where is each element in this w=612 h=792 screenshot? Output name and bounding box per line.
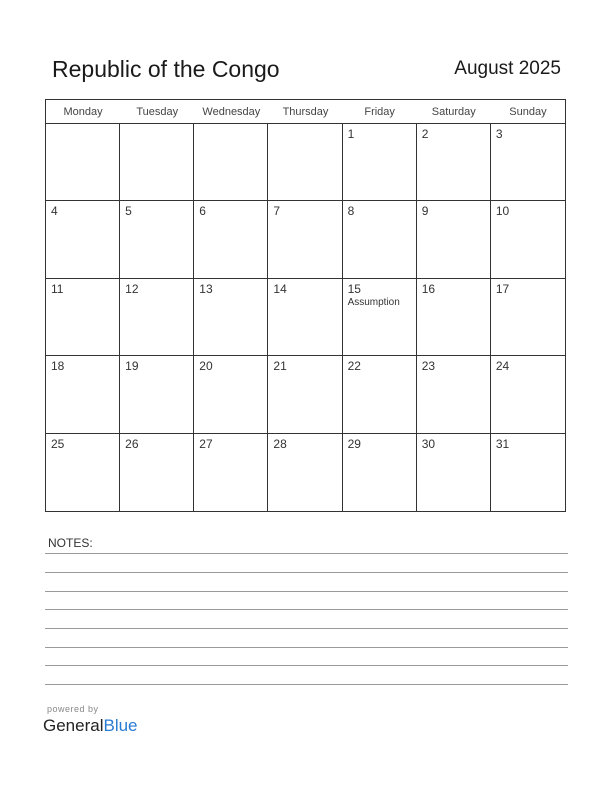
day-number: 24 — [495, 359, 510, 374]
day-number: 21 — [273, 359, 287, 374]
day-cell[interactable] — [268, 434, 342, 511]
day-cell[interactable] — [194, 201, 268, 278]
day-cell[interactable] — [46, 124, 120, 201]
day-number: 10 — [495, 204, 510, 219]
weekday-header: Sunday — [491, 100, 565, 124]
notes-line — [45, 609, 568, 610]
day-cell[interactable] — [46, 434, 120, 511]
day-cell[interactable] — [417, 434, 491, 511]
day-cell[interactable] — [417, 124, 491, 201]
day-number: 31 — [495, 436, 510, 451]
day-cell[interactable] — [194, 279, 268, 356]
day-number: 12 — [125, 281, 139, 296]
day-cell[interactable] — [343, 356, 417, 433]
notes-line — [45, 684, 568, 685]
day-number: 22 — [347, 359, 361, 374]
day-cell[interactable] — [120, 279, 194, 356]
day-number: 13 — [199, 281, 213, 296]
day-cell[interactable] — [491, 356, 565, 433]
day-cell[interactable] — [491, 434, 565, 511]
day-number: 30 — [421, 436, 436, 451]
day-cell[interactable] — [491, 124, 565, 201]
day-cell[interactable] — [343, 124, 417, 201]
weekday-header: Monday — [46, 100, 120, 124]
day-number: 5 — [125, 204, 132, 219]
day-cell[interactable] — [417, 356, 491, 433]
weekday-header: Saturday — [417, 100, 491, 124]
holiday-label: Assumption — [347, 296, 400, 308]
weekday-header: Thursday — [268, 100, 342, 124]
weekday-header: Tuesday — [120, 100, 194, 124]
notes-line — [45, 553, 568, 554]
weekday-header: Wednesday — [194, 100, 268, 124]
day-cell[interactable] — [268, 201, 342, 278]
day-cell[interactable] — [268, 124, 342, 201]
weekday-header: Friday — [343, 100, 417, 124]
powered-by-text: powered by — [47, 704, 99, 714]
day-cell[interactable] — [46, 279, 120, 356]
notes-label: NOTES: — [48, 536, 93, 550]
day-number: 29 — [347, 436, 361, 451]
calendar-grid — [45, 99, 566, 512]
day-number: 16 — [421, 281, 436, 296]
day-number: 8 — [347, 204, 355, 219]
day-number: 7 — [273, 204, 281, 219]
day-cell[interactable] — [46, 201, 120, 278]
day-number: 18 — [51, 359, 65, 374]
day-cell[interactable] — [343, 434, 417, 511]
day-cell[interactable] — [268, 279, 342, 356]
day-cell[interactable] — [194, 434, 268, 511]
notes-line — [45, 665, 568, 666]
notes-line — [45, 647, 568, 648]
day-cell[interactable] — [268, 356, 342, 433]
day-number: 3 — [495, 127, 503, 141]
day-number: 4 — [51, 204, 58, 219]
day-cell[interactable] — [343, 279, 417, 356]
day-number: 2 — [421, 127, 429, 141]
day-number: 25 — [51, 436, 65, 451]
day-cell[interactable] — [120, 201, 194, 278]
day-number: 9 — [421, 204, 429, 219]
notes-line — [45, 628, 568, 629]
day-number: 15 — [347, 281, 361, 296]
day-cell[interactable] — [491, 279, 565, 356]
calendar-title: Republic of the Congo — [52, 56, 280, 82]
calendar-month: August 2025 — [454, 58, 561, 79]
day-cell[interactable] — [417, 201, 491, 278]
day-cell[interactable] — [491, 201, 565, 278]
day-number: 20 — [199, 359, 213, 374]
brand-general: General — [43, 716, 104, 735]
day-cell[interactable] — [120, 124, 194, 201]
day-cell[interactable] — [194, 124, 268, 201]
brand-blue: Blue — [103, 716, 138, 735]
day-number: 11 — [51, 281, 64, 296]
day-cell[interactable] — [343, 201, 417, 278]
day-number: 28 — [273, 436, 287, 451]
day-number: 6 — [199, 204, 206, 219]
day-number: 17 — [495, 281, 510, 296]
notes-line — [45, 591, 568, 592]
notes-line — [45, 572, 568, 573]
day-cell[interactable] — [46, 356, 120, 433]
day-number: 27 — [199, 436, 213, 451]
day-cell[interactable] — [417, 279, 491, 356]
day-number: 26 — [125, 436, 139, 451]
day-cell[interactable] — [120, 356, 194, 433]
day-cell[interactable] — [194, 356, 268, 433]
day-number: 19 — [125, 359, 139, 374]
day-number: 14 — [273, 281, 287, 296]
day-number: 1 — [347, 127, 355, 141]
day-number: 23 — [421, 359, 436, 374]
day-cell[interactable] — [120, 434, 194, 511]
brand-logo[interactable] — [43, 716, 138, 736]
